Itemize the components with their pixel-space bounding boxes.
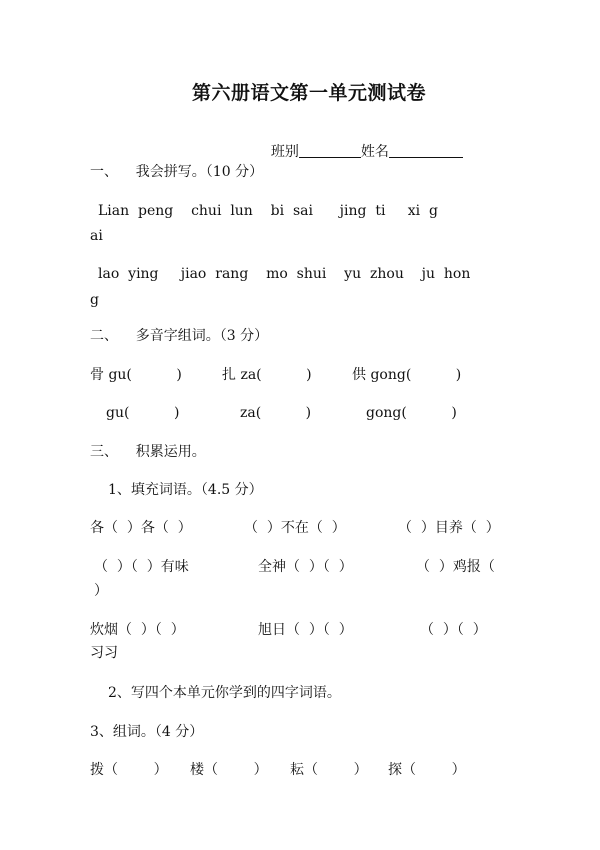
polyphone-4: gu( ) [106, 405, 180, 421]
fill-6: （ ）鸡报（ [416, 559, 495, 575]
polyphone-2: 扎 za( ) [222, 367, 312, 383]
fill-2: （ ）不在（ ） [244, 520, 346, 536]
name-label: 姓名 [360, 144, 389, 160]
fill-7: 炊烟（ ）（ ） [90, 622, 185, 638]
class-blank[interactable] [299, 143, 361, 158]
fill-3: （ ）目养（ ） [398, 520, 500, 536]
pinyin-line-1-cont: ai [90, 228, 103, 244]
fill-9-cont: 习习 [90, 645, 118, 661]
fill-9: （ ）（ ） [420, 622, 487, 638]
class-label: 班别 [270, 144, 299, 160]
section-1-heading: 一、 我会拼写。（10 分） [90, 164, 264, 180]
polyphone-5: za( ) [240, 405, 312, 421]
class-name-line [262, 122, 463, 162]
word-3: 耘（ ） [290, 762, 368, 778]
q2-prompt: 2、写四个本单元你学到的四字词语。 [108, 685, 341, 701]
word-1: 拨（ ） [90, 762, 168, 778]
pinyin-line-2-cont: g [90, 292, 99, 308]
pinyin-line-1: Lian peng chui lun bi sai jing ti xi g [98, 203, 438, 219]
pinyin-line-2: lao ying jiao rang mo shui yu zhou ju hon [98, 266, 471, 282]
fill-8: 旭日（ ）（ ） [258, 622, 353, 638]
q1-heading: 1、填充词语。（4.5 分） [108, 482, 263, 498]
fill-5: 全神（ ）（ ） [258, 559, 353, 575]
name-blank[interactable] [389, 143, 463, 158]
polyphone-3: 供 gong( ) [352, 367, 462, 383]
page-title: 第六册语文第一单元测试卷 [192, 82, 427, 104]
fill-1: 各（ ）各（ ） [90, 520, 192, 536]
word-2: 楼（ ） [190, 762, 268, 778]
section-2-heading: 二、 多音字组词。（3 分） [90, 328, 269, 344]
polyphone-1: 骨 gu( ) [90, 367, 182, 383]
word-4: 探（ ） [388, 762, 466, 778]
q3-heading: 3、组词。（4 分） [90, 724, 204, 740]
fill-4: （ ）（ ）有味 [94, 559, 189, 575]
fill-6-cont: ） [94, 583, 108, 599]
polyphone-6: gong( ) [366, 405, 457, 421]
section-3-heading: 三、 积累运用。 [90, 444, 206, 460]
